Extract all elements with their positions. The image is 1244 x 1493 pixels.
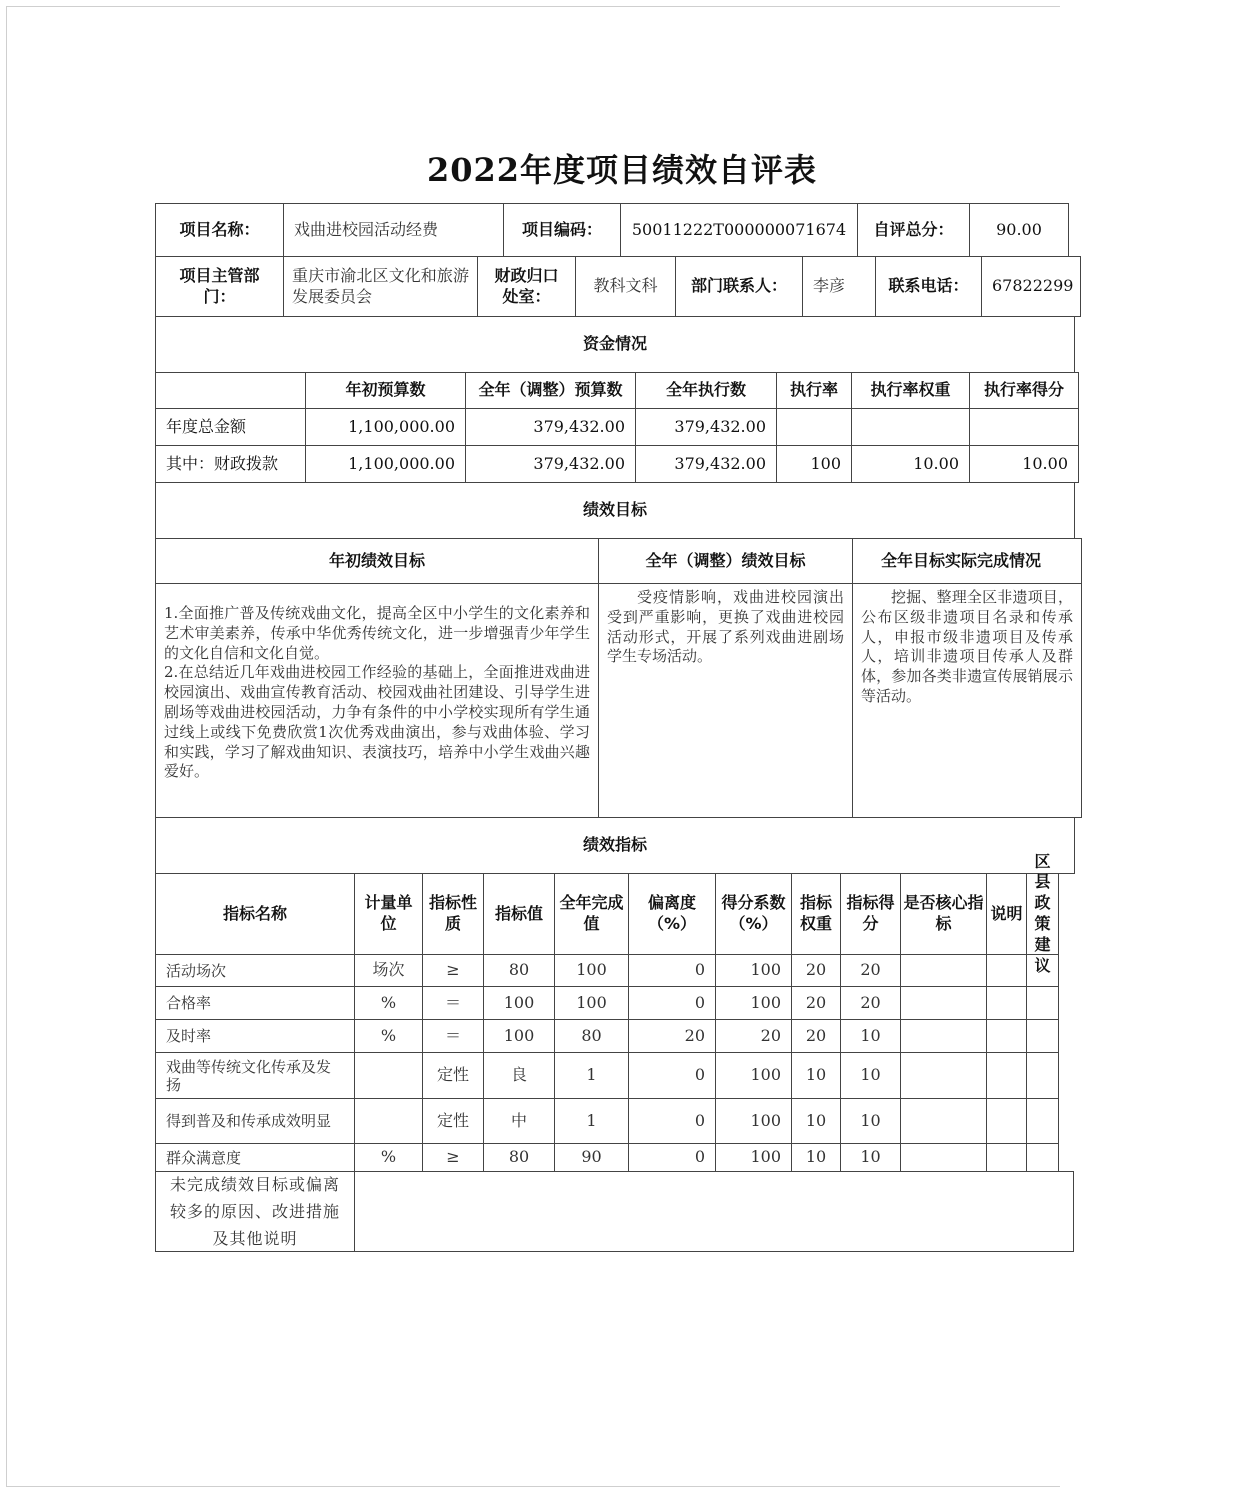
indicator-unit-cell: % xyxy=(354,1143,423,1172)
finance-label: 财政归口处室： xyxy=(477,256,576,317)
indicator-name-cell: 群众满意度 xyxy=(155,1143,355,1172)
indicator-extra-cell xyxy=(986,1098,1027,1144)
indicators-col-deviation: 偏离度（%） xyxy=(628,873,716,955)
indicator-unit-cell: 场次 xyxy=(354,954,423,987)
funds-col-score: 执行率得分 xyxy=(969,372,1079,409)
indicator-target-cell: 良 xyxy=(483,1052,555,1099)
funds-corner-cell xyxy=(155,372,306,409)
funds-col-rate: 执行率 xyxy=(776,372,852,409)
indicators-col-core: 是否核心指标 xyxy=(900,873,987,955)
indicator-target-cell: 100 xyxy=(483,1019,555,1053)
indicators-col-nature: 指标性质 xyxy=(422,873,484,955)
indicator-extra-cell xyxy=(900,1052,987,1099)
funds-row-fiscal-initial: 1,100,000.00 xyxy=(305,445,466,483)
indicator-deviation-cell: 0 xyxy=(628,1098,716,1144)
page-title: 2022年度项目绩效自评表 xyxy=(426,151,818,189)
indicator-nature-cell: ＝ xyxy=(422,1019,484,1053)
indicator-deviation-cell: 0 xyxy=(628,1143,716,1172)
project-name-value: 戏曲进校园活动经费 xyxy=(283,203,504,257)
indicator-name-cell: 得到普及和传承成效明显 xyxy=(155,1098,355,1144)
funds-row-total-label: 年度总金额 xyxy=(155,408,306,446)
indicator-target-cell: 中 xyxy=(483,1098,555,1144)
indicator-coef-cell: 100 xyxy=(715,954,792,987)
indicator-unit-cell: % xyxy=(354,1019,423,1053)
indicator-extra-cell xyxy=(900,1019,987,1053)
indicator-nature-cell: ≥ xyxy=(422,1143,484,1172)
project-name-label: 项目名称： xyxy=(155,203,284,257)
indicator-coef-cell: 20 xyxy=(715,1019,792,1053)
indicator-deviation-cell: 0 xyxy=(628,1052,716,1099)
indicator-weight-cell: 10 xyxy=(791,1143,841,1172)
goals-col-actual: 全年目标实际完成情况 xyxy=(852,538,1082,584)
indicator-actual-cell: 80 xyxy=(554,1019,629,1053)
indicator-deviation-cell: 20 xyxy=(628,1019,716,1053)
indicator-name-cell: 戏曲等传统文化传承及发扬 xyxy=(155,1052,355,1099)
indicator-actual-cell: 1 xyxy=(554,1052,629,1099)
contact-value: 李彦 xyxy=(802,256,876,317)
indicator-unit-cell: % xyxy=(354,986,423,1020)
indicator-coef-cell: 100 xyxy=(715,1143,792,1172)
indicators-footer-value xyxy=(354,1171,1074,1252)
project-code-label: 项目编码： xyxy=(503,203,621,257)
indicator-extra-cell xyxy=(1026,954,1059,987)
indicator-extra-cell xyxy=(900,986,987,1020)
evaluation-table xyxy=(155,203,1074,1253)
indicators-col-target: 指标值 xyxy=(483,873,555,955)
finance-value: 教科文科 xyxy=(575,256,676,317)
indicator-extra-cell xyxy=(900,954,987,987)
indicators-col-coef: 得分系数（%） xyxy=(715,873,792,955)
goals-section-title: 绩效目标 xyxy=(155,482,1075,539)
indicator-score-cell: 10 xyxy=(840,1143,901,1172)
score-label: 自评总分： xyxy=(857,203,970,257)
funds-row-total-weight xyxy=(851,408,970,446)
funds-row-total-initial: 1,100,000.00 xyxy=(305,408,466,446)
indicators-col-unit: 计量单位 xyxy=(354,873,423,955)
indicator-coef-cell: 100 xyxy=(715,986,792,1020)
funds-row-total-rate xyxy=(776,408,852,446)
funds-row-fiscal-label: 其中：财政拨款 xyxy=(155,445,306,483)
indicator-nature-cell: 定性 xyxy=(422,1052,484,1099)
indicator-deviation-cell: 0 xyxy=(628,986,716,1020)
indicator-score-cell: 10 xyxy=(840,1019,901,1053)
score-value: 90.00 xyxy=(969,203,1069,257)
goals-col-initial: 年初绩效目标 xyxy=(155,538,599,584)
indicators-section-title: 绩效指标 xyxy=(155,817,1075,874)
indicator-extra-cell xyxy=(1026,1098,1059,1144)
indicator-extra-cell xyxy=(1026,1052,1059,1099)
indicator-unit-cell xyxy=(354,1098,423,1144)
indicators-col-note: 说明 xyxy=(986,873,1027,955)
indicators-footer-label: 未完成绩效目标或偏离较多的原因、改进措施及其他说明 xyxy=(155,1171,355,1252)
indicator-weight-cell: 20 xyxy=(791,986,841,1020)
indicator-actual-cell: 100 xyxy=(554,954,629,987)
funds-row-fiscal-rate: 100 xyxy=(776,445,852,483)
indicator-extra-cell xyxy=(986,986,1027,1020)
funds-row-total-adjusted: 379,432.00 xyxy=(465,408,636,446)
funds-col-executed: 全年执行数 xyxy=(635,372,777,409)
indicator-extra-cell xyxy=(900,1098,987,1144)
indicator-actual-cell: 100 xyxy=(554,986,629,1020)
indicator-target-cell: 100 xyxy=(483,986,555,1020)
goals-adjusted-text: 受疫情影响，戏曲进校园演出受到严重影响，更换了戏曲进校园活动形式，开展了系列戏曲进剧场学生专场活动。 xyxy=(598,583,853,818)
phone-value: 67822299 xyxy=(981,256,1081,317)
funds-row-fiscal-adjusted: 379,432.00 xyxy=(465,445,636,483)
phone-label: 联系电话： xyxy=(875,256,982,317)
goals-col-adjusted: 全年（调整）绩效目标 xyxy=(598,538,853,584)
goals-initial-text: 1.全面推广普及传统戏曲文化，提高全区中小学生的文化素养和艺术审美素养，传承中华优秀传统文化，进一步增强青少年学生的文化自信和文化自觉。 2.在总结近几年戏曲进校园工作经验的基础上，全面推进戏曲进校园演出、戏曲宣传教育活动、校园戏曲社团建设、引导学生进剧场等戏曲进校园活动，力争有条件的中小学校实现所有学生通过线上或线下免费欣赏1次优秀戏曲演出，参与戏曲体验、学习和实践，学习了解戏曲知识、表演技巧，培养中小学生戏曲兴趣爱好。 xyxy=(155,583,599,818)
indicator-name-cell: 活动场次 xyxy=(155,954,355,987)
indicators-col-name: 指标名称 xyxy=(155,873,355,955)
funds-col-adjusted: 全年（调整）预算数 xyxy=(465,372,636,409)
indicator-coef-cell: 100 xyxy=(715,1098,792,1144)
indicator-unit-cell xyxy=(354,1052,423,1099)
indicators-col-advice: 区县政策建议 xyxy=(1026,873,1059,955)
indicator-nature-cell: ＝ xyxy=(422,986,484,1020)
indicator-weight-cell: 10 xyxy=(791,1098,841,1144)
indicator-weight-cell: 10 xyxy=(791,1052,841,1099)
funds-row-total-score xyxy=(969,408,1079,446)
indicator-extra-cell xyxy=(1026,986,1059,1020)
dept-value: 重庆市渝北区文化和旅游发展委员会 xyxy=(283,256,478,317)
indicator-target-cell: 80 xyxy=(483,1143,555,1172)
funds-col-initial: 年初预算数 xyxy=(305,372,466,409)
indicator-extra-cell xyxy=(986,1143,1027,1172)
funds-section-title: 资金情况 xyxy=(155,316,1075,373)
indicator-weight-cell: 20 xyxy=(791,1019,841,1053)
indicator-extra-cell xyxy=(1026,1019,1059,1053)
indicator-extra-cell xyxy=(986,1019,1027,1053)
indicators-col-actual: 全年完成值 xyxy=(554,873,629,955)
indicator-weight-cell: 20 xyxy=(791,954,841,987)
funds-col-weight: 执行率权重 xyxy=(851,372,970,409)
indicator-deviation-cell: 0 xyxy=(628,954,716,987)
indicator-score-cell: 20 xyxy=(840,954,901,987)
project-code-value: 50011222T000000071674 xyxy=(620,203,858,257)
indicator-score-cell: 10 xyxy=(840,1098,901,1144)
funds-row-fiscal-weight: 10.00 xyxy=(851,445,970,483)
indicator-name-cell: 及时率 xyxy=(155,1019,355,1053)
indicator-extra-cell xyxy=(1026,1143,1059,1172)
indicator-actual-cell: 1 xyxy=(554,1098,629,1144)
indicator-name-cell: 合格率 xyxy=(155,986,355,1020)
indicators-col-weight: 指标权重 xyxy=(791,873,841,955)
indicator-extra-cell xyxy=(900,1143,987,1172)
indicator-target-cell: 80 xyxy=(483,954,555,987)
funds-row-fiscal-executed: 379,432.00 xyxy=(635,445,777,483)
funds-row-fiscal-score: 10.00 xyxy=(969,445,1079,483)
contact-label: 部门联系人： xyxy=(675,256,803,317)
indicator-nature-cell: ≥ xyxy=(422,954,484,987)
indicator-nature-cell: 定性 xyxy=(422,1098,484,1144)
indicator-extra-cell xyxy=(986,1052,1027,1099)
indicator-score-cell: 10 xyxy=(840,1052,901,1099)
indicator-score-cell: 20 xyxy=(840,986,901,1020)
goals-actual-text: 挖掘、整理全区非遗项目，公布区级非遗项目名录和传承人，申报市级非遗项目及传承人，培训非遗项目传承人及群体，参加各类非遗宣传展销展示等活动。 xyxy=(852,583,1082,818)
indicator-actual-cell: 90 xyxy=(554,1143,629,1172)
indicators-col-score: 指标得分 xyxy=(840,873,901,955)
dept-label: 项目主管部门： xyxy=(155,256,284,317)
indicator-coef-cell: 100 xyxy=(715,1052,792,1099)
funds-row-total-executed: 379,432.00 xyxy=(635,408,777,446)
indicator-extra-cell xyxy=(986,954,1027,987)
